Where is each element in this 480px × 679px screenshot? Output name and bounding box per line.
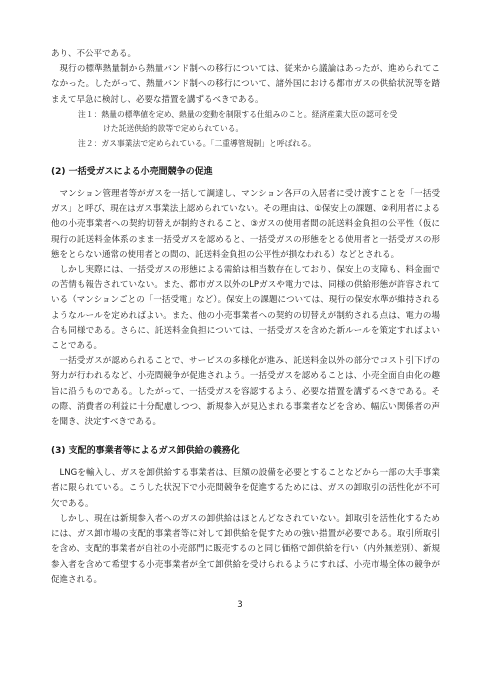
spacer — [51, 151, 440, 164]
footnote-1-continued: けた託送供給約款等で定められている。 — [103, 124, 244, 134]
intro-paragraph: 現行の標準熱量制から熱量バンド制への移行については、従来から議論はあったが、進められてこなかった。したがって、熱量バンド制への移行について、諸外国における都市ガスの供給状況等を踏まえて早急に検討し、必要な措置を講ずるべきである。 — [51, 64, 440, 105]
section-2-heading: (2) 一括受ガスによる小売間競争の促進 — [51, 167, 213, 178]
footnote-2: 注２：ガス事業法で定められている。「二重導管規制」と呼ばれる。 — [78, 138, 316, 148]
spacer — [51, 180, 440, 187]
section-2-paragraph-1: マンション管理者等がガスを一括して調達し、マンション各戸の入居者に受け渡すことを「一括受ガス」と呼び、現在はガス事業法上認められていない。その理由は、①保安上の課題、②利用者による他の小売事業者への契約切替えが制約されること、③ガスの使用者間の託送料金負担の公平性（仮に現行の託送料金体系のまま一括受ガスを認めると、一括受ガスの形態をとる使用者と一括受ガスの形態をとらない通常の使用者との間の、託送料金負担の公平性が損なわれる）などとされる。 — [51, 189, 440, 260]
page-number: 3 — [237, 600, 243, 610]
section-2-paragraph-2: しかし実際には、一括受ガスの形態による需給は相当数存在しており、保安上の支障も、料金面での苦情も報告されていない。また、都市ガス以外のLPガスや電力では、同様の供給形態が許容されている（マンションごとの「一括受電」など）。保安上の課題については、現行の保安水準が維持されるようなルールを定めればよい。また、他の小売事業者への契約の切替えが制約される点は、電力の場合も同様である。さらに、託送料金負担については、一括受ガスを含めた新ルールを策定すればよいことである。 — [51, 265, 440, 352]
section-3-paragraph-1: LNGを輸入し、ガスを卸供給する事業者は、巨額の設備を必要とすることなどから一部の大手事業者に限られている。こうした状況下で小売間競争を促進するためには、ガスの卸取引の活性化が不可欠である。 — [51, 468, 440, 509]
section-3-paragraph-2: しかし、現在は新規参入者へのガスの卸供給はほとんどなされていない。卸取引を活性化するためには、ガス卸市場の支配的事業者等に対して卸供給を促すための強い措置が必要である。取引所取引を含め、支配的事業者が自社の小売部門に販売するのと同じ価格で卸供給を行い（内外無差別）、新規参入者を含めて希望する小売事業者が全て卸供給を受けられるようにすれば、小売市場全体の競争が促進される。 — [51, 513, 440, 585]
intro-line-1: あり、不公平である。 — [51, 49, 137, 59]
footnote-1: 注１：熱量の標準値を定め、熱量の変動を制限する仕組みのこと。経済産業大臣の認可を受 — [78, 109, 398, 119]
spacer — [51, 430, 440, 443]
section-3-heading: (3) 支配的事業者等によるガス卸供給の義務化 — [51, 446, 240, 457]
spacer — [51, 459, 440, 466]
section-2-paragraph-3: 一括受ガスが認められることで、サービスの多様化が進み、託送料金以外の部分でコスト引下げの努力が行われるなど、小売間競争が促進されよう。一括受ガスを認めることは、小売全面自由化の趣旨に沿うものである。したがって、一括受ガスを容認するよう、必要な措置を講ずるべきである。その際、消費者の利益に十分配慮しつつ、新規参入が見込まれる事業者などを含め、幅広い関係者の声を聞き、決定すべきである。 — [51, 356, 440, 428]
